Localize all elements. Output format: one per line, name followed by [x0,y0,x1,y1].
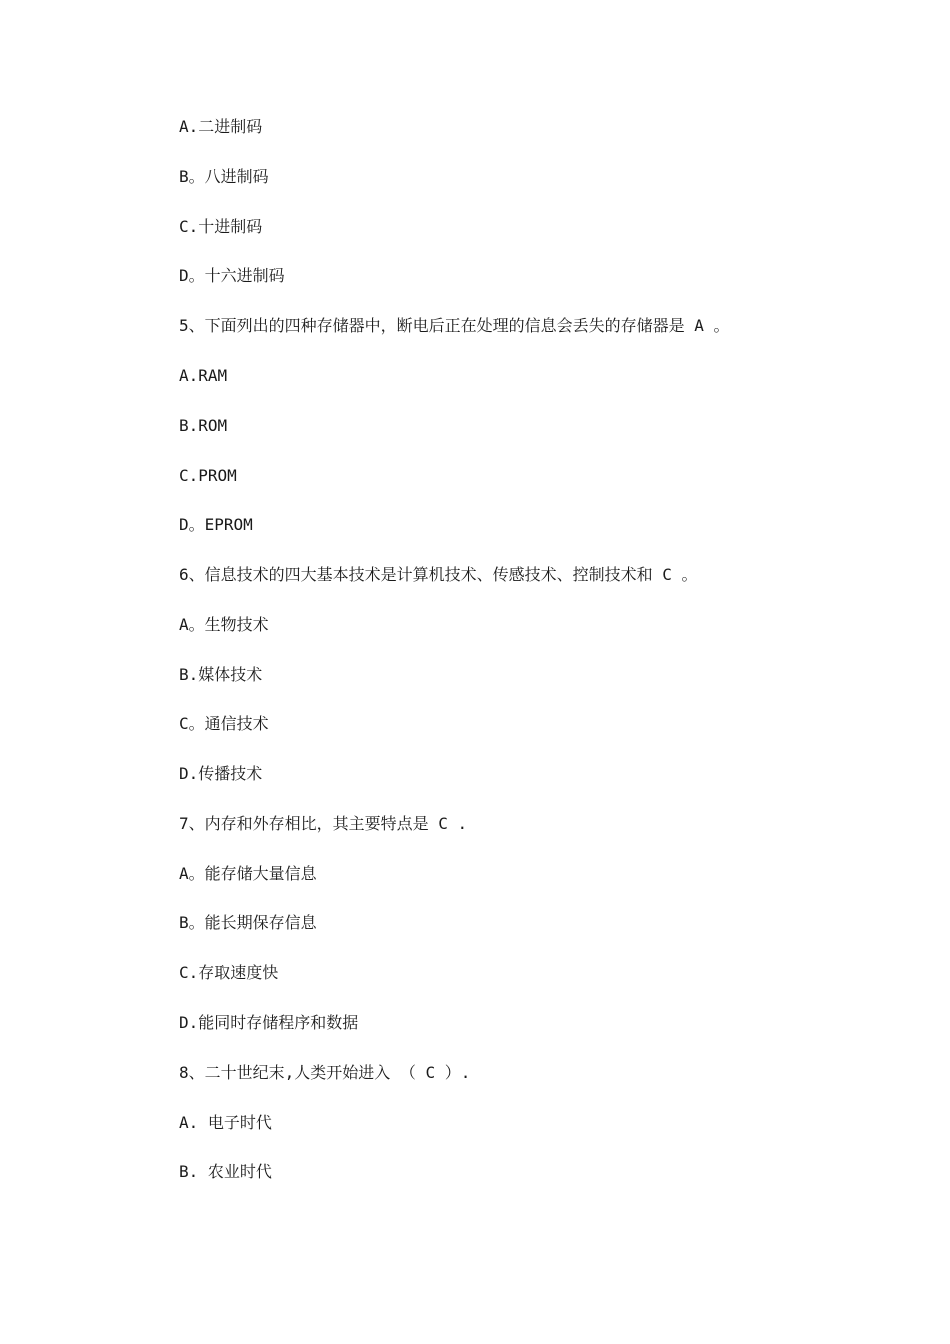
option-a-electronic-era: A. 电子时代 [179,1113,272,1132]
option-b-longterm: B。能长期保存信息 [179,913,317,932]
option-c-decimal: C.十进制码 [179,217,263,236]
question-6: 6、信息技术的四大基本技术是计算机技术、传感技术、控制技术和 C 。 [179,565,698,584]
option-c-prom: C.PROM [179,466,237,485]
option-a-biotech: A。生物技术 [179,615,269,634]
option-d-broadcast: D.传播技术 [179,764,263,783]
option-b-octal: B。八进制码 [179,167,269,186]
option-c-communication: C。通信技术 [179,714,269,733]
option-b-rom: B.ROM [179,416,228,435]
option-d-hex: D。十六进制码 [179,266,285,285]
option-b-media: B.媒体技术 [179,665,263,684]
option-a-storage: A。能存储大量信息 [179,864,317,883]
option-c-speed: C.存取速度快 [179,963,279,982]
question-7: 7、内存和外存相比，其主要特点是 C . [179,814,468,833]
option-d-program-data: D.能同时存储程序和数据 [179,1013,359,1032]
option-d-eprom: D。EPROM [179,515,253,534]
option-a-ram: A.RAM [179,366,228,385]
option-b-agricultural-era: B. 农业时代 [179,1162,272,1181]
question-8: 8、二十世纪末,人类开始进入 （ C ）. [179,1063,471,1082]
option-a-binary: A.二进制码 [179,117,263,136]
question-5: 5、下面列出的四种存储器中，断电后正在处理的信息会丢失的存储器是 A 。 [179,316,730,335]
